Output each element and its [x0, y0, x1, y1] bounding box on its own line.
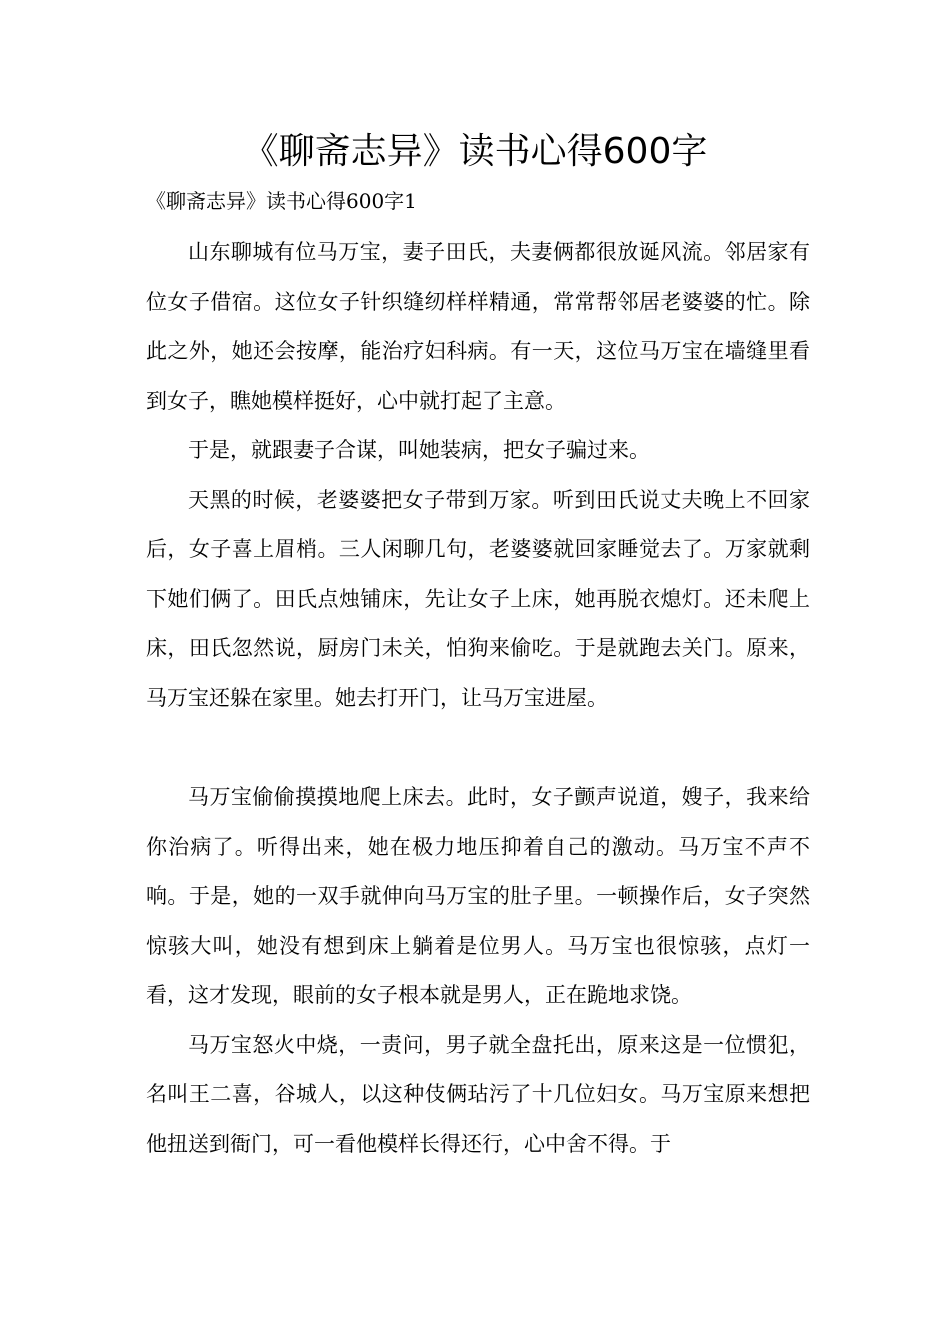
- paragraph-3: 天黑的时候，老婆婆把女子带到万家。听到田氏说丈夫晚上不回家后，女子喜上眉梢。三人闲聊几句，老婆婆就回家睡觉去了。万家就剩下她们俩了。田氏点烛铺床，先让女子上床，她再脱衣熄灯。还未爬上床，田氏忽然说，厨房门未关，怕狗来偷吃。于是就跑去关门。原来，马万宝还躲在家里。她去打开门，让马万宝进屋。: [146, 487, 810, 710]
- paragraph-1: 山东聊城有位马万宝，妻子田氏，夫妻俩都很放诞风流。邻居家有位女子借宿。这位女子针织缝纫样样精通，常常帮邻居老婆婆的忙。除此之外，她还会按摩，能治疗妇科病。有一天，这位马万宝在墙缝里看到女子，瞧她模样挺好，心中就打起了主意。: [146, 240, 810, 413]
- document-title: 《聊斋志异》读书心得600字: [242, 131, 708, 172]
- paragraph-2: 于是，就跟妻子合谋，叫她装病，把女子骗过来。: [188, 438, 650, 462]
- paragraph-5: 马万宝怒火中烧，一责问，男子就全盘托出，原来这是一位惯犯，名叫王二喜，谷城人，以这种伎俩玷污了十几位妇女。马万宝原来想把他扭送到衙门，可一看他模样长得还行，心中舍不得。于: [146, 1032, 810, 1156]
- document-body: [146, 228, 810, 1169]
- paragraph-4: 马万宝偷偷摸摸地爬上床去。此时，女子颤声说道，嫂子，我来给你治病了。听得出来，她在极力地压抑着自己的激动。马万宝不声不响。于是，她的一双手就伸向马万宝的肚子里。一顿操作后，女子突然惊骇大叫，她没有想到床上躺着是位男人。马万宝也很惊骇，点灯一看，这才发现，眼前的女子根本就是男人，正在跪地求饶。: [146, 785, 810, 1007]
- document-subtitle: 《聊斋志异》读书心得600字1: [146, 189, 417, 213]
